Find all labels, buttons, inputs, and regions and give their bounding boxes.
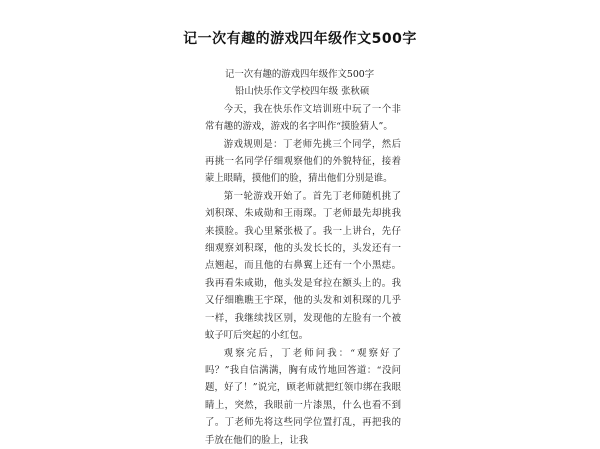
page-title: 记一次有趣的游戏四年级作文500字 (183, 31, 417, 47)
paragraph: 游戏规则是：丁老师先挑三个同学，然后再挑一名同学仔细观察他们的外貌特征，接着蒙上眼睛，摸他们的脸，猜出他们分别是谁。 (205, 138, 401, 185)
paragraph: 观察完后，丁老师问我：“观察好了吗？”我自信满满，胸有成竹地回答道：“没问题，好了！”说完，顾老师就把红领巾绑在我眼睛上，突然，我眼前一片漆黑，什么也看不到了。丁老师先将这些同学位置打乱，再把我的手放在他们的脸上，让我 (205, 347, 401, 446)
article-subtitle: 记一次有趣的游戏四年级作文500字 (225, 69, 375, 80)
paragraph: 今天，我在快乐作文培训班中玩了一个非常有趣的游戏，游戏的名字叫作“摸脸猜人”。 (205, 103, 401, 133)
paragraph: 第一轮游戏开始了。首先丁老师随机挑了刘积琛、朱咸勋和王雨琛。丁老师最先却挑我来摸脸。我心里紧张极了。我一上讲台，先仔细观察刘积琛，他的头发长长的，头发还有一点翘起，而且他的右鼻翼上还有一个小黑痣。我再看朱咸勋，他头发是耷拉在额头上的。我又仔细瞧瞧王宇琛，他的头发和刘积琛的几乎一样，我继续找区别，发现他的左脸有一个被蚊子叮后突起的小红包。 (205, 190, 401, 342)
article-body (205, 66, 401, 449)
article-author: 铅山快乐作文学校四年级 张秋硕 (235, 86, 370, 98)
